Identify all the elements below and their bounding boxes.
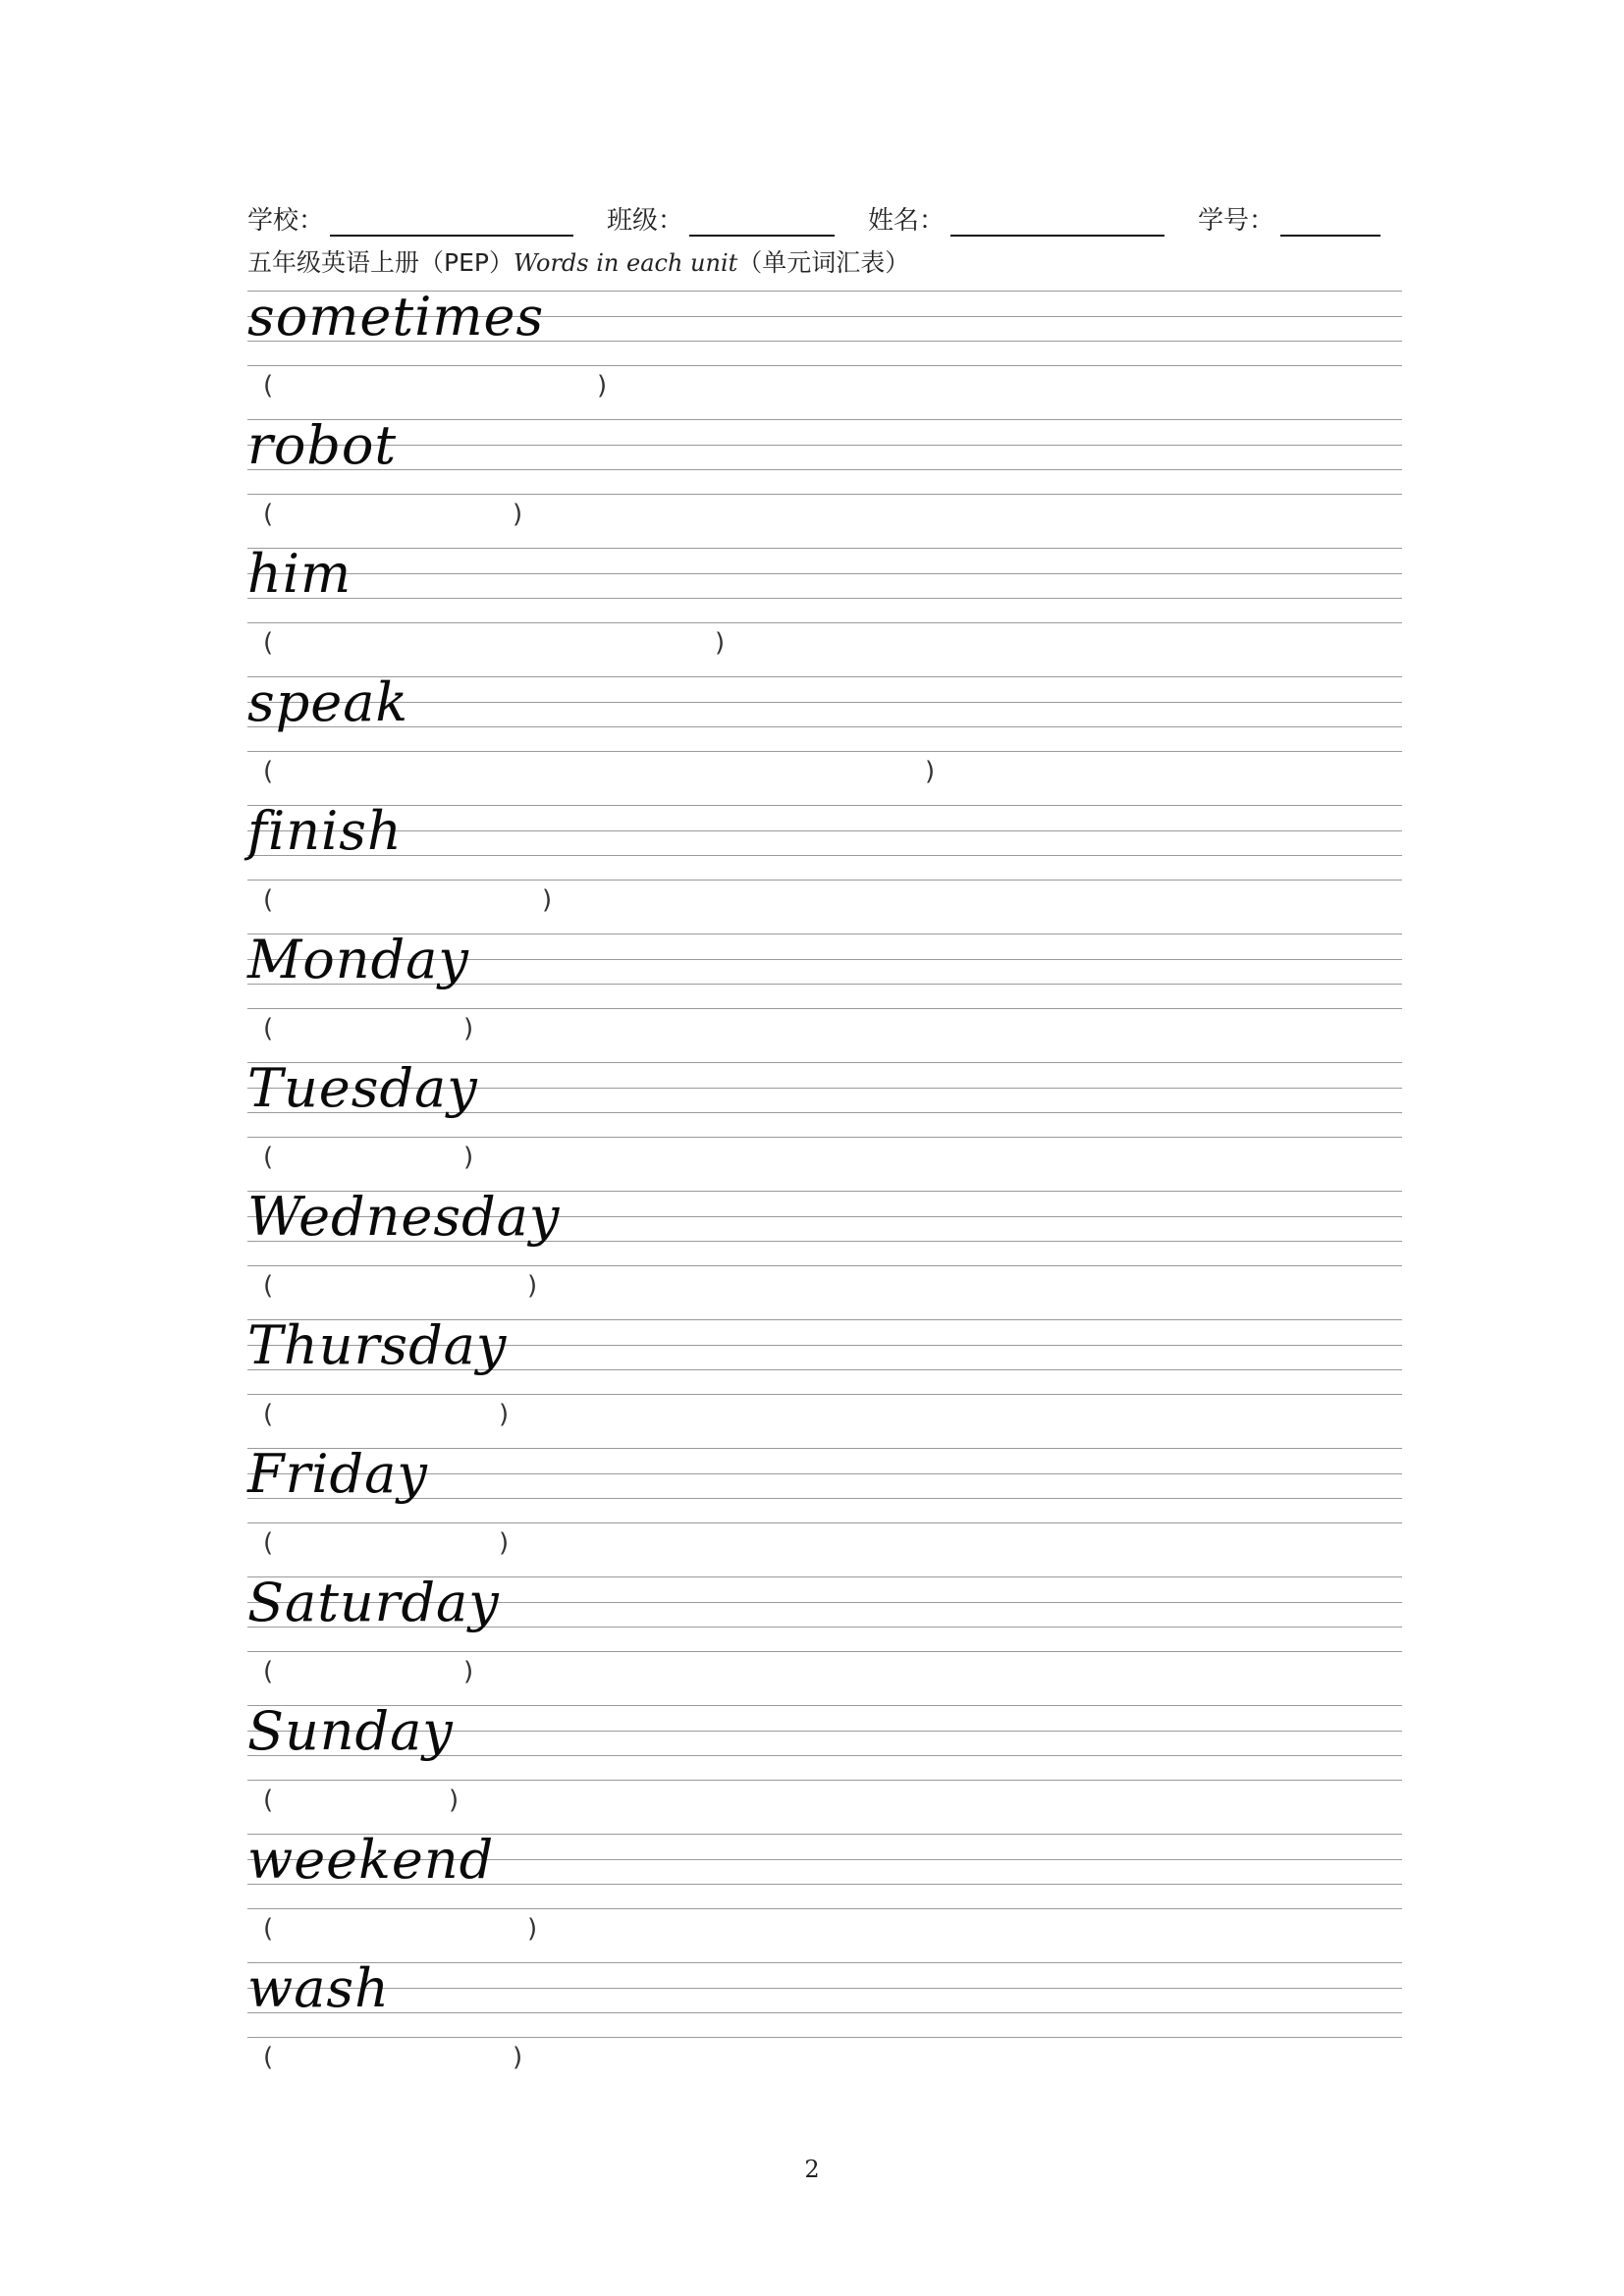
meaning-close-paren: ): [925, 757, 936, 786]
guide-line: [247, 1008, 1402, 1009]
guide-line: [247, 494, 1402, 495]
meaning-close-paren: ): [513, 500, 523, 529]
meaning-open-paren: (: [263, 1143, 274, 1172]
meaning-close-paren: ): [527, 1914, 538, 1944]
meaning-open-paren: (: [263, 2043, 274, 2072]
school-field: [247, 200, 573, 237]
vocabulary-word: wash: [247, 1957, 390, 2019]
guide-line: [247, 445, 1402, 446]
meaning-close-paren: ): [499, 1400, 510, 1429]
meaning-close-paren: ): [463, 1014, 474, 1043]
meaning-close-paren: ): [463, 1657, 474, 1686]
word-entry: [247, 543, 1402, 676]
vocabulary-word: speak: [247, 671, 409, 733]
name-label: 姓名：: [868, 206, 946, 236]
student-number-label: 学号：: [1198, 206, 1275, 236]
meaning-open-paren: (: [263, 500, 274, 529]
meaning-open-paren: (: [263, 628, 274, 658]
vocabulary-word: robot: [247, 414, 398, 476]
meaning-open-paren: (: [263, 885, 274, 915]
vocabulary-word: weekend: [247, 1829, 495, 1891]
school-input-line[interactable]: [330, 205, 573, 237]
word-entry: [247, 1700, 1402, 1834]
guide-line: [247, 702, 1402, 703]
guide-line: [247, 1962, 1402, 1963]
meaning-close-paren: ): [513, 2043, 523, 2072]
word-entry: [247, 414, 1402, 548]
class-label: 班级：: [607, 206, 684, 236]
guide-line: [247, 751, 1402, 752]
guide-line: [247, 1394, 1402, 1395]
vocabulary-word: Sunday: [247, 1700, 454, 1762]
meaning-open-paren: (: [263, 1271, 274, 1301]
word-entry: [247, 671, 1402, 805]
vocabulary-word: Wednesday: [247, 1186, 561, 1248]
name-field: [868, 200, 1164, 237]
meaning-open-paren: (: [263, 1014, 274, 1043]
word-entry: [247, 1314, 1402, 1448]
guide-line: [247, 1522, 1402, 1523]
meaning-close-paren: ): [449, 1786, 460, 1815]
guide-line: [247, 880, 1402, 881]
guide-line: [247, 830, 1402, 831]
meaning-close-paren: ): [715, 628, 726, 658]
guide-line: [247, 2012, 1402, 2013]
vocabulary-word: him: [247, 543, 352, 605]
word-entry: [247, 1443, 1402, 1576]
guide-line: [247, 1780, 1402, 1781]
guide-line: [247, 805, 1402, 806]
guide-line: [247, 598, 1402, 599]
name-input-line[interactable]: [950, 205, 1164, 237]
word-entry: [247, 1057, 1402, 1191]
word-entry: [247, 1186, 1402, 1319]
word-entry: [247, 929, 1402, 1062]
guide-line: [247, 469, 1402, 470]
guide-line: [247, 676, 1402, 677]
school-label: 学校：: [247, 206, 325, 236]
class-field: [607, 200, 835, 237]
vocabulary-word: Thursday: [247, 1314, 508, 1376]
vocabulary-word: Saturday: [247, 1572, 500, 1633]
guide-line: [247, 573, 1402, 574]
guide-line: [247, 1988, 1402, 1989]
word-entry: [247, 1572, 1402, 1705]
student-number-input-line[interactable]: [1280, 205, 1380, 237]
guide-line: [247, 419, 1402, 420]
vocabulary-word: Tuesday: [247, 1057, 478, 1119]
guide-line: [247, 622, 1402, 623]
subtitle-english: Words in each unit: [513, 249, 738, 277]
guide-line: [247, 2037, 1402, 2038]
meaning-close-paren: ): [527, 1271, 538, 1301]
meaning-open-paren: (: [263, 1400, 274, 1429]
guide-line: [247, 855, 1402, 856]
guide-line: [247, 1651, 1402, 1652]
meaning-open-paren: (: [263, 757, 274, 786]
worksheet-subtitle: [247, 243, 909, 279]
meaning-open-paren: (: [263, 1914, 274, 1944]
vocabulary-list: [247, 286, 1402, 2091]
guide-line: [247, 1137, 1402, 1138]
subtitle-prefix: 五年级英语上册（PEP）: [247, 248, 514, 277]
vocabulary-word: Monday: [247, 929, 469, 990]
word-entry: [247, 1829, 1402, 1962]
vocabulary-word: finish: [247, 800, 403, 862]
meaning-open-paren: (: [263, 1786, 274, 1815]
guide-line: [247, 726, 1402, 727]
meaning-open-paren: (: [263, 1657, 274, 1686]
meaning-open-paren: (: [263, 1528, 274, 1558]
guide-line: [247, 365, 1402, 366]
student-number-field: [1198, 200, 1380, 237]
meaning-close-paren: ): [597, 371, 608, 400]
meaning-open-paren: (: [263, 371, 274, 400]
meaning-close-paren: ): [499, 1528, 510, 1558]
word-entry: [247, 800, 1402, 934]
meaning-close-paren: ): [463, 1143, 474, 1172]
vocabulary-word: sometimes: [247, 286, 545, 347]
guide-line: [247, 1908, 1402, 1909]
page-number: 2: [804, 2156, 820, 2183]
guide-line: [247, 1265, 1402, 1266]
word-entry: [247, 1957, 1402, 2091]
guide-line: [247, 548, 1402, 549]
subtitle-suffix: （单元词汇表）: [737, 248, 910, 277]
meaning-close-paren: ): [542, 885, 553, 915]
vocabulary-word: Friday: [247, 1443, 428, 1505]
student-info-header: [247, 196, 1386, 240]
class-input-line[interactable]: [689, 205, 835, 237]
word-entry: [247, 286, 1402, 419]
